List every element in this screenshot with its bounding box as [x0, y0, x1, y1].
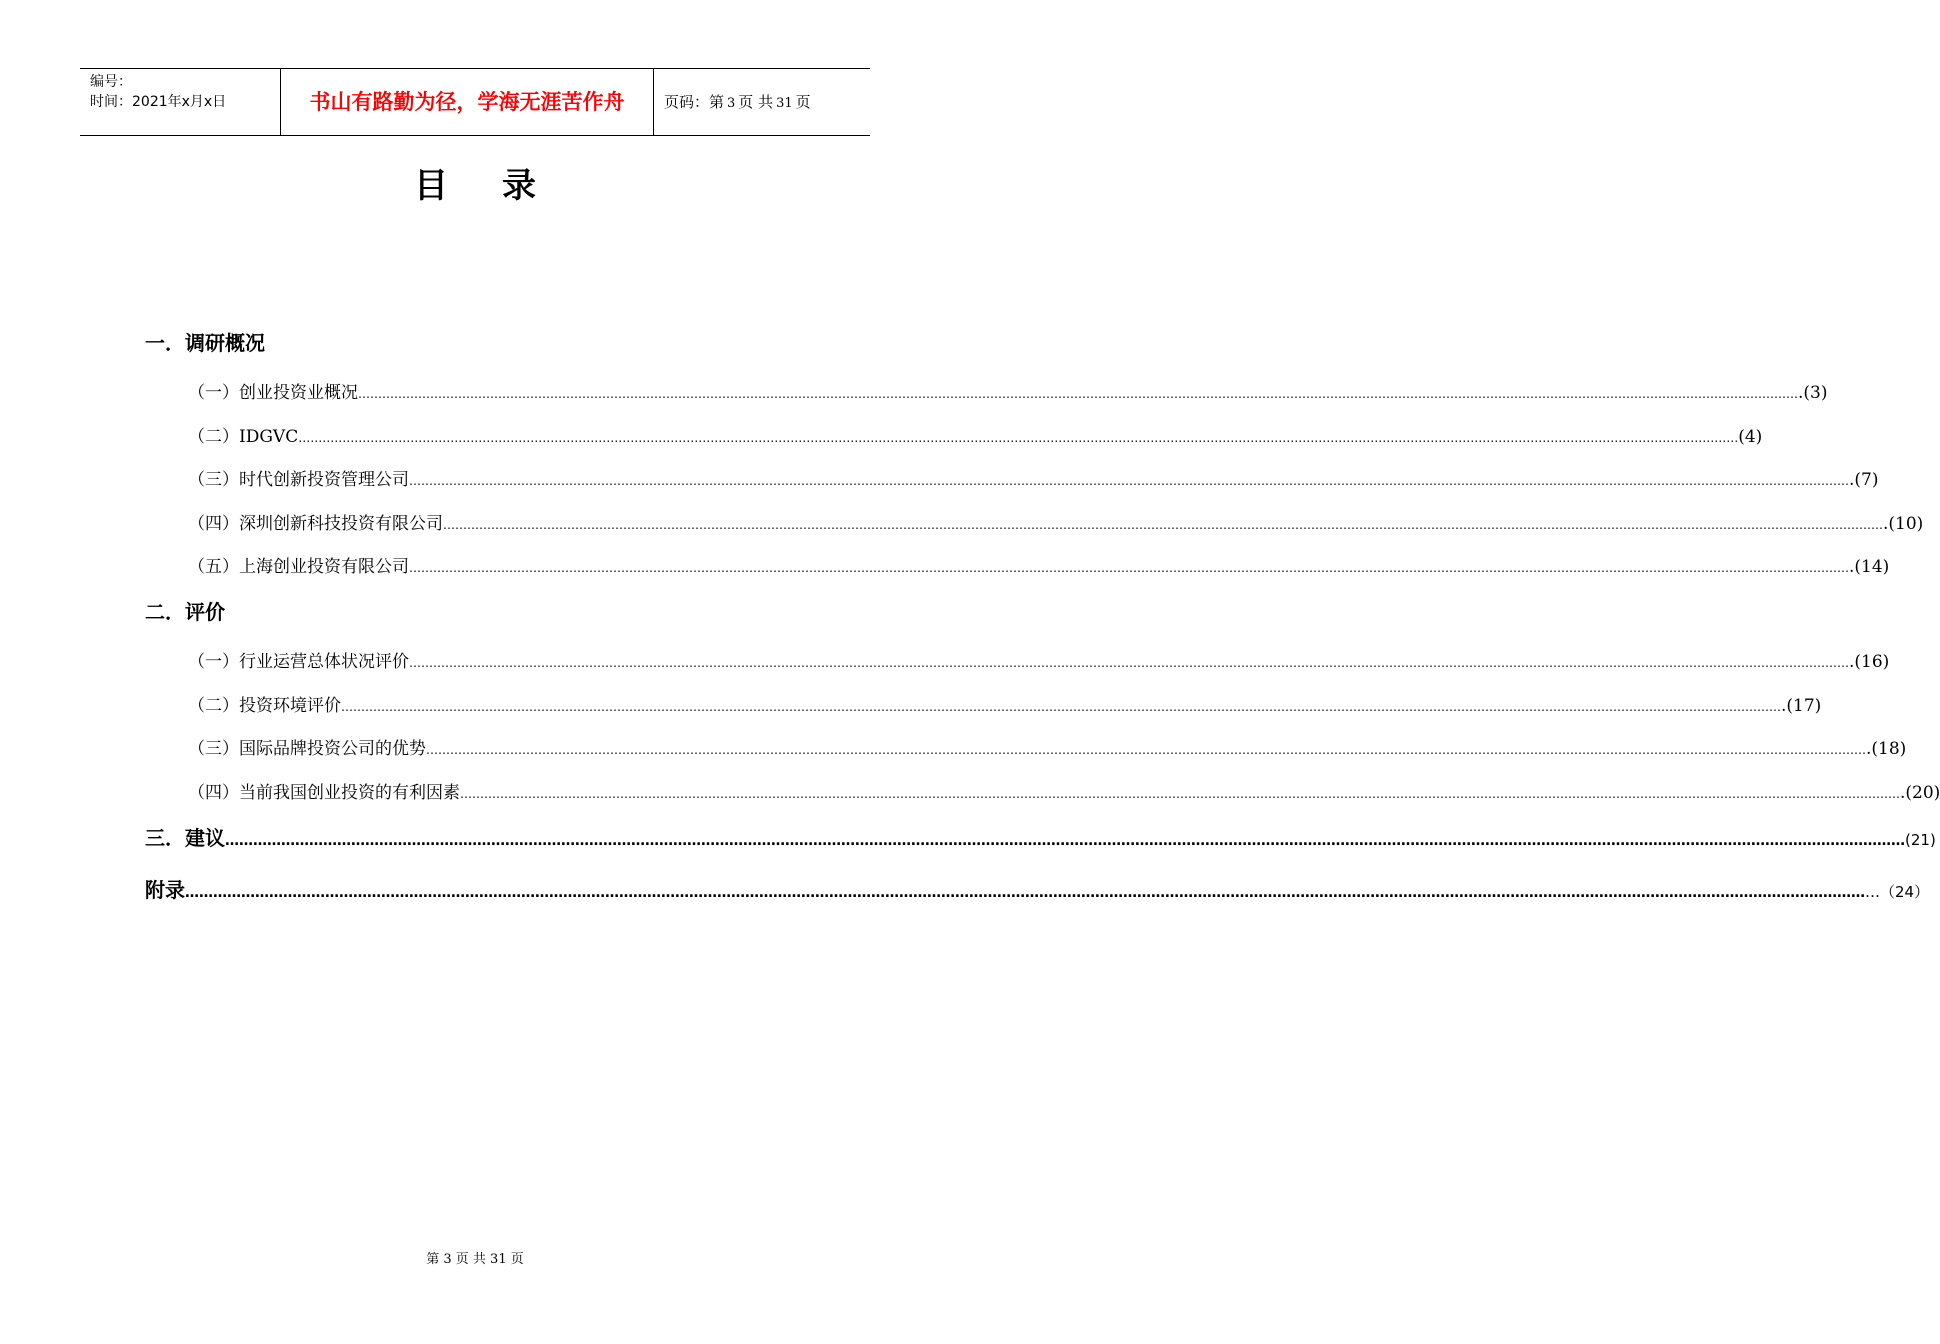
header-motto: 书山有路勤为径，学海无涯苦作舟 [281, 69, 654, 135]
page-title [0, 158, 950, 207]
toc-entry [188, 509, 1924, 534]
toc-entry-label: （一）创业投资业概况 [188, 383, 358, 403]
toc-entry [188, 422, 1763, 447]
toc-section-appendix [145, 874, 1930, 903]
title-char-1: 目 [414, 166, 448, 206]
toc-leader: ……………………………………………………………………………………………………………………………………………………………………………………………………………………………………………………………………………………………………………………………… [225, 833, 1905, 849]
header-meta-cell [80, 69, 281, 135]
toc-section-label: 附录 [145, 878, 185, 902]
toc-entry-label: （二）投资环境评价 [188, 696, 341, 716]
toc-entry [188, 734, 1907, 759]
toc-entry-page: (4) [1738, 427, 1763, 447]
toc-entry-page: …（24） [1865, 883, 1930, 901]
toc-entry-label: （一）行业运营总体状况评价 [188, 652, 409, 672]
toc-entry-page: .(17) [1781, 696, 1822, 716]
toc-leader: ……………………………………………………………………………………………………………………………………………………………………………………………………………………………………………………………………………………………………………………………… [443, 518, 1883, 532]
toc-section-2 [145, 596, 785, 625]
toc-entry-label: （三）时代创新投资管理公司 [188, 470, 409, 490]
title-char-2: 录 [502, 166, 536, 206]
toc-entry-page: .(20) [1900, 783, 1940, 803]
toc-entry [188, 378, 1828, 403]
toc-entry-page: .(16) [1849, 652, 1890, 672]
toc-section-label: 一．调研概况 [145, 331, 265, 355]
toc-leader: ……………………………………………………………………………………………………………………………………………………………………………………………………………………………………………………………………………………………………………………………… [460, 787, 1900, 801]
toc-leader: ……………………………………………………………………………………………………………………………………………………………………………………………………………………………………………………………………………………………………………………………… [298, 431, 1739, 445]
toc-section-label: 三．建议 [145, 826, 225, 850]
toc-entry-label: （二）IDGVC [188, 427, 299, 447]
toc-entry-label: （五）上海创业投资有限公司 [188, 557, 409, 577]
toc-entry [188, 552, 1890, 577]
page-footer: 第 3 页 共 31 页 [426, 1252, 524, 1267]
toc-leader: ……………………………………………………………………………………………………………………………………………………………………………………………………………………………………………………………………………………………………………………………… [341, 700, 1781, 714]
toc-entry-label: （四）深圳创新科技投资有限公司 [188, 514, 443, 534]
header-page-current: 3 [727, 96, 736, 111]
toc-leader: ……………………………………………………………………………………………………………………………………………………………………………………………………………………………………………………………………………………………………………………………… [185, 885, 1865, 901]
toc-leader: ……………………………………………………………………………………………………………………………………………………………………………………………………………………………………………………………………………………………………………………………… [358, 387, 1798, 401]
toc-entry-page: .(18) [1866, 739, 1907, 759]
toc-entry [188, 778, 1940, 803]
toc-section-3 [145, 822, 1936, 851]
header-time-label: 时间：2021年x月x日 [90, 94, 227, 110]
header-page-info [654, 69, 870, 135]
toc-leader: ……………………………………………………………………………………………………………………………………………………………………………………………………………………………………………………………………………………………………………………………… [426, 743, 1866, 757]
header-page-total: 31 [776, 96, 793, 111]
header-page-prefix: 页码：第 [664, 93, 725, 111]
toc-leader: ……………………………………………………………………………………………………………………………………………………………………………………………………………………………………………………………………………………………………………………………… [409, 561, 1849, 575]
toc-entry [188, 647, 1890, 672]
toc-entry-label: （四）当前我国创业投资的有利因素 [188, 783, 460, 803]
toc-entry-page: .(14) [1849, 557, 1890, 577]
toc-entry [188, 691, 1822, 716]
toc-leader: ……………………………………………………………………………………………………………………………………………………………………………………………………………………………………………………………………………………………………………………………… [409, 474, 1849, 488]
header-page-mid: 页 共 [738, 93, 774, 111]
toc-leader: ……………………………………………………………………………………………………………………………………………………………………………………………………………………………………………………………………………………………………………………………… [409, 656, 1849, 670]
toc-section-1 [145, 327, 785, 356]
toc-entry-page: (21) [1905, 831, 1936, 849]
header-number-label: 编号： [90, 74, 132, 90]
page-header [80, 68, 870, 136]
toc-entry-page: .(7) [1849, 470, 1879, 490]
toc-entry-page: .(10) [1883, 514, 1924, 534]
toc-entry-label: （三）国际品牌投资公司的优势 [188, 739, 426, 759]
toc-entry-page: .(3) [1798, 383, 1828, 403]
toc-section-label: 二．评价 [145, 600, 225, 624]
toc-entry [188, 465, 1879, 490]
header-page-suffix: 页 [795, 93, 811, 111]
